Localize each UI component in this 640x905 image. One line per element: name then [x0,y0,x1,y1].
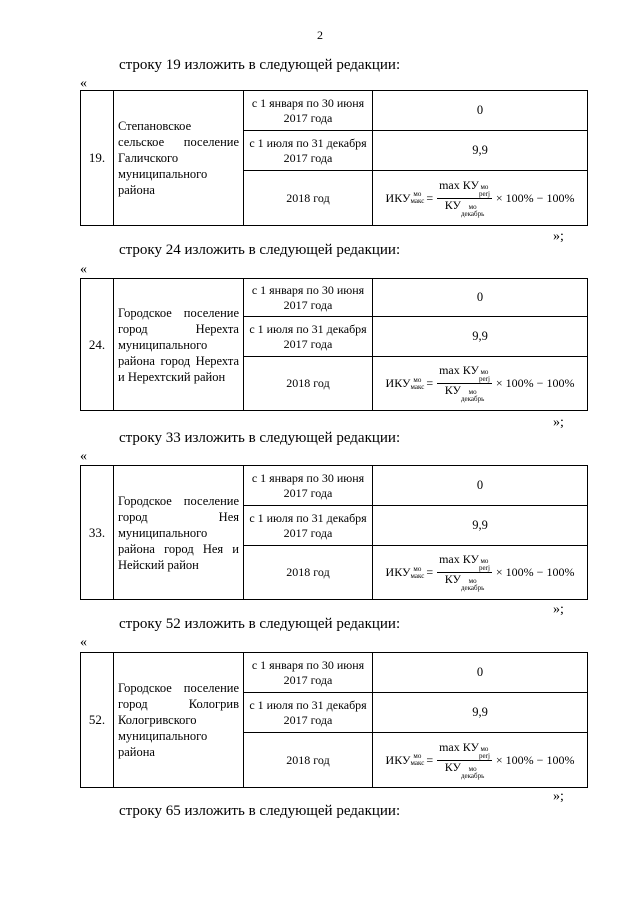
open-quote: « [80,449,87,464]
municipality-name: Городское поселение город Нея муниципального района город Нея и Нейский район [114,466,244,600]
period-cell: с 1 июля по 31 декабря 2017 года [244,506,373,546]
formula-cell [373,546,588,600]
amendment-table [80,278,588,411]
close-quote: »; [553,229,564,244]
value-cell: 0 [373,279,588,317]
value-cell: 0 [373,91,588,131]
amendment-table [80,465,588,600]
instruction-text: строку 19 изложить в следующей редакции: [119,57,401,73]
row-number: 24. [81,279,114,411]
period-cell: с 1 июля по 31 декабря 2017 года [244,131,373,171]
value-cell: 9,9 [373,693,588,733]
instruction-text: строку 24 изложить в следующей редакции: [119,242,401,258]
instruction-text: строку 65 изложить в следующей редакции: [119,803,401,819]
period-cell: 2018 год [244,357,373,411]
open-quote: « [80,635,87,650]
formula-cell [373,357,588,411]
open-quote: « [80,76,87,91]
municipality-name: Степановское сельское поселение Галичского муниципального района [114,91,244,226]
value-cell: 0 [373,653,588,693]
period-cell: с 1 июля по 31 декабря 2017 года [244,693,373,733]
value-cell: 9,9 [373,506,588,546]
value-cell: 9,9 [373,131,588,171]
period-cell: с 1 января по 30 июня 2017 года [244,91,373,131]
close-quote: »; [553,602,564,617]
row-number: 19. [81,91,114,226]
formula-cell [373,733,588,788]
value-cell: 0 [373,466,588,506]
period-cell: 2018 год [244,733,373,788]
formula: ИКУ мо макс = max КУ мо perj КУ мо декабрь × 100% − 100% [385,177,575,218]
period-cell: с 1 января по 30 июня 2017 года [244,466,373,506]
value-cell: 9,9 [373,317,588,357]
period-cell: с 1 января по 30 июня 2017 года [244,279,373,317]
amendment-table [80,90,588,226]
formula-cell [373,171,588,226]
municipality-name: Городское поселение город Кологрив Кологривского муниципального района [114,653,244,788]
period-cell: с 1 января по 30 июня 2017 года [244,653,373,693]
formula: ИКУ мо макс = max КУ мо perj КУ мо декабрь × 100% − 100% [385,552,575,592]
close-quote: »; [553,415,564,430]
formula: ИКУ мо макс = max КУ мо perj КУ мо декабрь × 100% − 100% [385,363,575,403]
instruction-text: строку 33 изложить в следующей редакции: [119,430,401,446]
amendment-table [80,652,588,788]
formula: ИКУ мо макс = max КУ мо perj КУ мо декабрь × 100% − 100% [385,739,575,780]
period-cell: с 1 июля по 31 декабря 2017 года [244,317,373,357]
open-quote: « [80,262,87,277]
instruction-text: строку 52 изложить в следующей редакции: [119,616,401,632]
row-number: 52. [81,653,114,788]
period-cell: 2018 год [244,171,373,226]
close-quote: »; [553,789,564,804]
page-number: 2 [317,28,323,42]
row-number: 33. [81,466,114,600]
period-cell: 2018 год [244,546,373,600]
municipality-name: Городское поселение город Нерехта муниципального района город Нерехта и Нерехтский район [114,279,244,411]
